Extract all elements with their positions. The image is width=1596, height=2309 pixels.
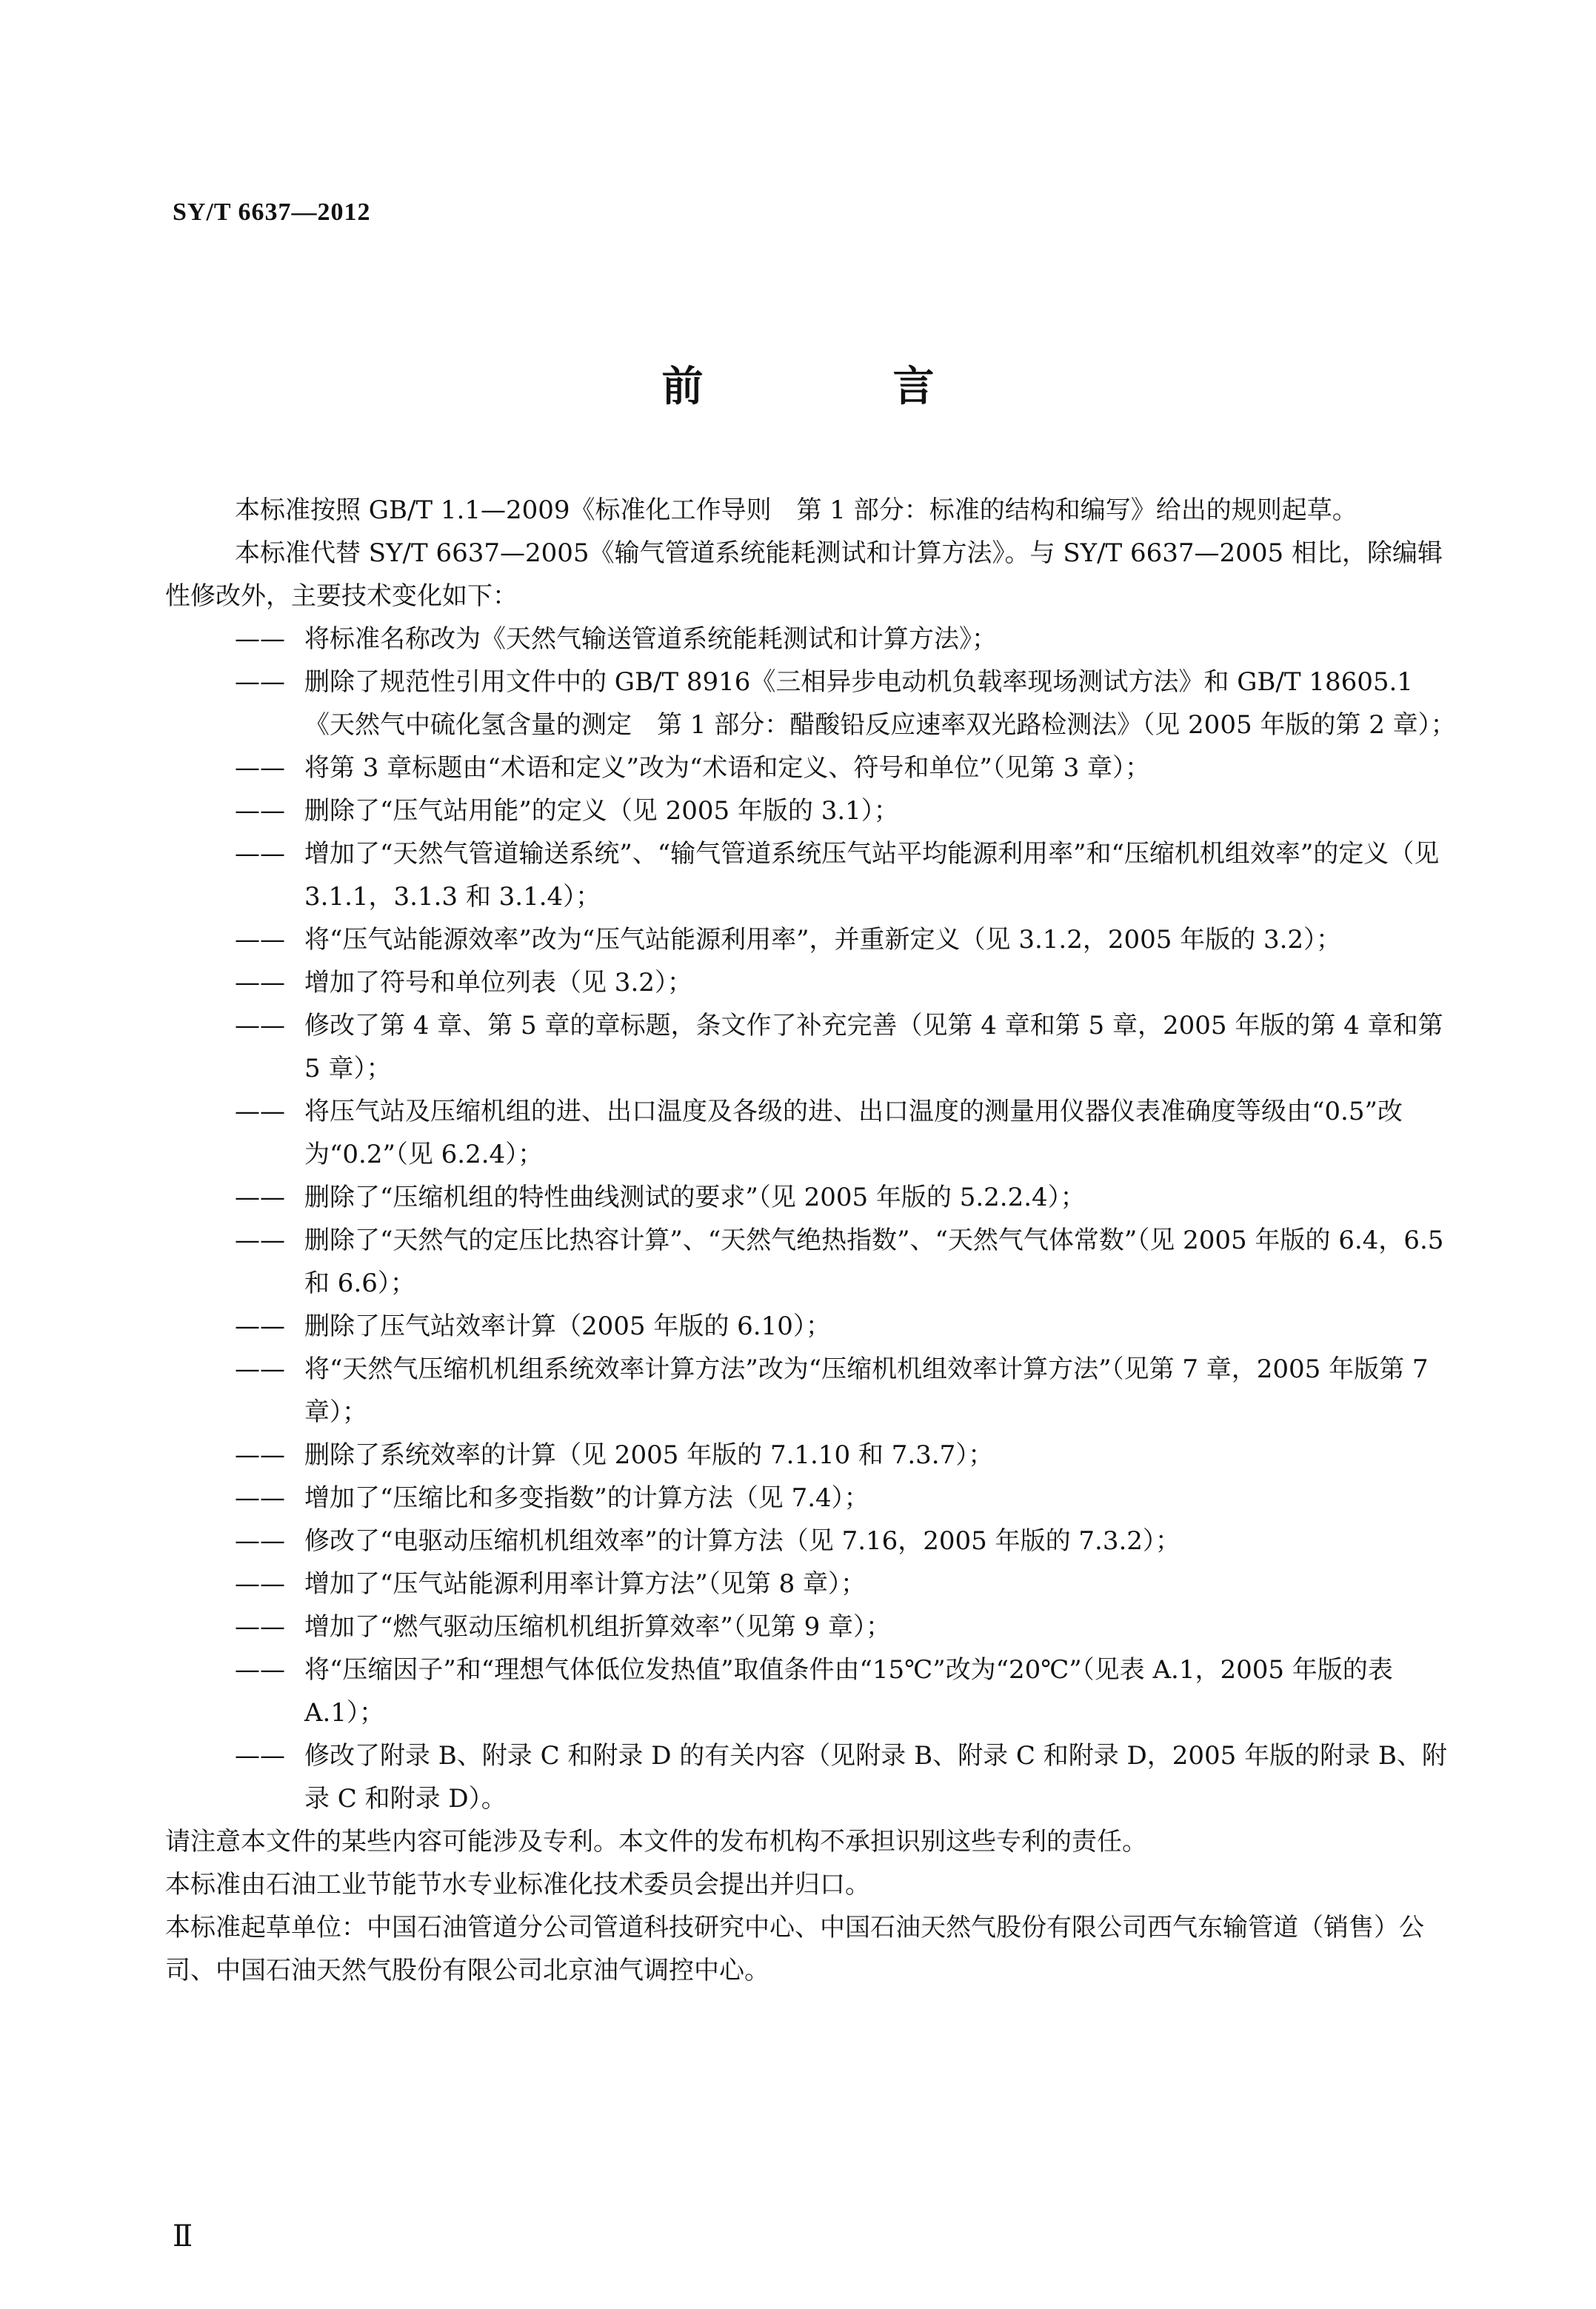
change-item	[235, 1520, 1458, 1563]
document-body	[165, 489, 1458, 1992]
dash-marker: ——	[235, 1354, 285, 1384]
dash-marker: ——	[235, 1226, 285, 1255]
change-text: 增加了符号和单位列表（见 3.2）；	[304, 968, 692, 998]
dash-marker: ——	[235, 753, 285, 783]
change-text: 将标准名称改为《天然气输送管道系统能耗测试和计算方法》；	[304, 624, 997, 654]
intro-paragraph: 本标准代替 SY/T 6637—2005《输气管道系统能耗测试和计算方法》。与 SY/T 6637—2005 相比，除编辑性修改外，主要技术变化如下：	[165, 538, 1443, 611]
change-item	[235, 1648, 1458, 1734]
change-item	[235, 1734, 1458, 1820]
document-code: SY/T 6637—2012	[173, 198, 371, 226]
dash-marker: ——	[235, 1097, 285, 1126]
change-text: 将“压气站能源效率”改为“压气站能源利用率”，并重新定义（见 3.1.2，2005 年版的 3.2）；	[304, 925, 1342, 955]
dash-marker: ——	[235, 667, 285, 697]
closing-paragraph: 本标准由石油工业节能节水专业标准化技术委员会提出并归口。	[165, 1870, 870, 1899]
change-text: 删除了“天然气的定压比热容计算”、“天然气绝热指数”、“天然气气体常数”（见 2005 年版的 6.4，6.5 和 6.6）；	[304, 1226, 1444, 1298]
dash-marker: ——	[235, 1311, 285, 1341]
change-text: 将“压缩因子”和“理想气体低位发热值”取值条件由“15℃”改为“20℃”（见表 A.1，2005 年版的表 A.1）；	[304, 1655, 1393, 1728]
dash-marker: ——	[235, 925, 285, 955]
dash-marker: ——	[235, 1655, 285, 1685]
change-text: 将第 3 章标题由“术语和定义”改为“术语和定义、符号和单位”（见第 3 章）；	[304, 753, 1151, 783]
dash-marker: ——	[235, 1612, 285, 1642]
dash-marker: ——	[235, 839, 285, 869]
change-item	[235, 832, 1458, 918]
closing-paragraph: 本标准起草单位：中国石油管道分公司管道科技研究中心、中国石油天然气股份有限公司西气东输管道（销售）公司、中国石油天然气股份有限公司北京油气调控中心。	[165, 1913, 1424, 1985]
change-item	[235, 1434, 1458, 1477]
change-text: 增加了“压气站能源利用率计算方法”（见第 8 章）；	[304, 1569, 867, 1599]
dash-marker: ——	[235, 1741, 285, 1771]
change-text: 修改了“电驱动压缩机机组效率”的计算方法（见 7.16，2005 年版的 7.3.2）；	[304, 1526, 1181, 1556]
page-title: 前 言	[661, 362, 1009, 411]
change-text: 将“天然气压缩机机组系统效率计算方法”改为“压缩机机组效率计算方法”（见第 7 章，2005 年版第 7 章）；	[304, 1354, 1429, 1427]
change-text: 删除了规范性引用文件中的 GB/T 8916《三相异步电动机负载率现场测试方法》和 GB/T 18605.1《天然气中硫化氢含量的测定 第 1 部分：醋酸铅反应速率双光路检测法》（见 2005 年版的第 2 章）；	[304, 667, 1456, 740]
change-text: 将压气站及压缩机组的进、出口温度及各级的进、出口温度的测量用仪器仪表准确度等级由“0.5”改为“0.2”（见 6.2.4）；	[304, 1097, 1403, 1169]
change-text: 增加了“燃气驱动压缩机机组折算效率”（见第 9 章）；	[304, 1612, 892, 1642]
change-item	[235, 1004, 1458, 1090]
dash-marker: ——	[235, 796, 285, 826]
dash-marker: ——	[235, 624, 285, 654]
dash-marker: ——	[235, 1526, 285, 1556]
change-item	[235, 1176, 1458, 1219]
change-item	[235, 1605, 1458, 1648]
dash-marker: ——	[235, 1011, 285, 1040]
dash-marker: ——	[235, 1483, 285, 1513]
change-item	[235, 746, 1458, 789]
page-number: Ⅱ	[173, 2219, 193, 2253]
change-item	[235, 1477, 1458, 1520]
change-item	[235, 1305, 1458, 1348]
change-item	[235, 1090, 1458, 1176]
change-item	[235, 789, 1458, 832]
change-text: 删除了系统效率的计算（见 2005 年版的 7.1.10 和 7.3.7）；	[304, 1440, 994, 1470]
change-text: 修改了附录 B、附录 C 和附录 D 的有关内容（见附录 B、附录 C 和附录 D，2005 年版的附录 B、附录 C 和附录 D）。	[304, 1741, 1447, 1814]
change-text: 增加了“天然气管道输送系统”、“输气管道系统压气站平均能源利用率”和“压缩机机组效率”的定义（见 3.1.1，3.1.3 和 3.1.4）；	[304, 839, 1440, 912]
dash-marker: ——	[235, 968, 285, 998]
change-text: 增加了“压缩比和多变指数”的计算方法（见 7.4）；	[304, 1483, 869, 1513]
dash-marker: ——	[235, 1183, 285, 1212]
change-item	[235, 661, 1458, 746]
change-item	[235, 1348, 1458, 1434]
change-item	[235, 918, 1458, 961]
change-text: 删除了压气站效率计算（2005 年版的 6.10）；	[304, 1311, 831, 1341]
change-item	[235, 1219, 1458, 1305]
change-item	[235, 618, 1458, 661]
closing-paragraph: 请注意本文件的某些内容可能涉及专利。本文件的发布机构不承担识别这些专利的责任。	[165, 1827, 1147, 1857]
change-text: 修改了第 4 章、第 5 章的章标题，条文作了补充完善（见第 4 章和第 5 章，2005 年版的第 4 章和第 5 章）；	[304, 1011, 1443, 1083]
change-item	[235, 961, 1458, 1004]
change-text: 删除了“压缩机组的特性曲线测试的要求”（见 2005 年版的 5.2.2.4）；	[304, 1183, 1086, 1212]
dash-marker: ——	[235, 1440, 285, 1470]
change-item	[235, 1563, 1458, 1605]
intro-paragraph: 本标准按照 GB/T 1.1—2009《标准化工作导则 第 1 部分：标准的结构和编写》给出的规则起草。	[235, 495, 1358, 525]
dash-marker: ——	[235, 1569, 285, 1599]
change-text: 删除了“压气站用能”的定义（见 2005 年版的 3.1）；	[304, 796, 899, 826]
